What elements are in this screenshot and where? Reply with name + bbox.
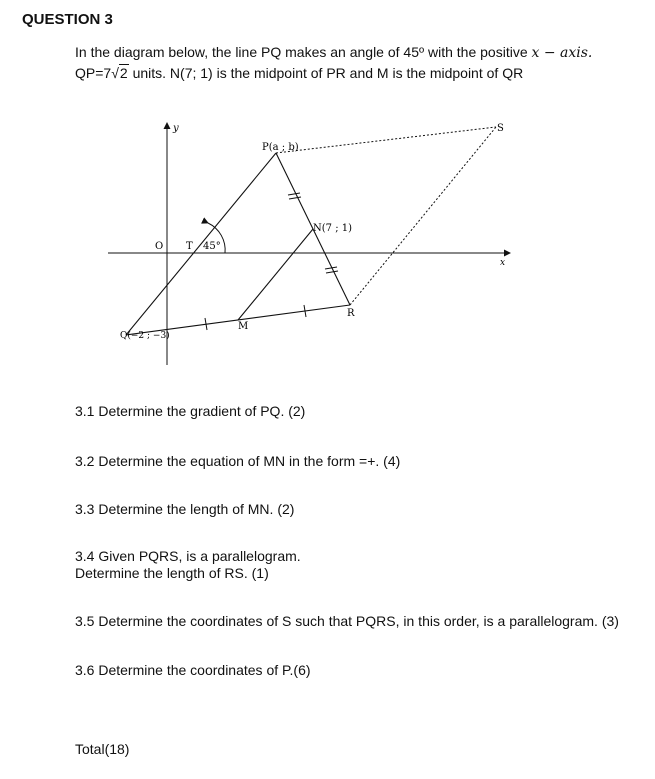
intro-line-2-text: units. N(7; 1) is the midpoint of PR and M is the midpoint of QR <box>128 65 524 81</box>
label-s: S <box>497 123 504 134</box>
question-3-4-line-2: Determine the length of RS. (1) <box>75 565 269 581</box>
intro-qp-length: QP=7 <box>75 65 112 81</box>
label-r: R <box>347 308 355 319</box>
question-3-2: 3.2 Determine the equation of MN in the form =+. (4) <box>75 453 401 469</box>
label-p: P(a ; b) <box>262 142 299 153</box>
tick-pn-2 <box>289 197 301 199</box>
geometry-diagram <box>100 115 520 370</box>
label-m: M <box>238 321 249 332</box>
intro-math-x-axis: x − axis. <box>531 45 593 61</box>
tick-nr-2 <box>326 271 338 273</box>
line-mn <box>238 229 313 320</box>
question-3-6: 3.6 Determine the coordinates of P.(6) <box>75 662 311 678</box>
label-x: x <box>500 258 506 268</box>
line-pq <box>126 153 276 335</box>
label-t: T <box>186 241 193 252</box>
sqrt-symbol: √2 <box>111 65 128 81</box>
question-3-5: 3.5 Determine the coordinates of S such that PQRS, in this order, is a parallelogram. (3) <box>75 613 619 629</box>
question-heading: QUESTION 3 <box>22 11 113 28</box>
line-rs-dotted <box>350 127 496 305</box>
question-3-1: 3.1 Determine the gradient of PQ. (2) <box>75 403 306 419</box>
question-intro <box>75 42 645 83</box>
question-3-4-line-1: 3.4 Given PQRS, is a parallelogram. <box>75 548 301 564</box>
tick-nr-1 <box>325 267 337 269</box>
label-angle: 45° <box>203 241 221 252</box>
question-3-4 <box>75 548 301 582</box>
line-ps-dotted <box>276 127 496 153</box>
intro-line-1-text: In the diagram below, the line PQ makes an angle of 45º with the positive <box>75 44 532 60</box>
question-3-3 <box>75 501 294 518</box>
label-y: y <box>173 123 179 134</box>
total-marks: Total(18) <box>75 741 130 757</box>
label-n: N(7 ; 1) <box>313 223 353 234</box>
intro-line-2 <box>75 63 645 83</box>
label-q: Q(−2 ; −3) <box>120 331 170 341</box>
label-o: O <box>155 241 164 252</box>
intro-line-1 <box>75 42 645 63</box>
tick-pn-1 <box>288 193 300 195</box>
sqrt-radicand: 2 <box>119 65 128 81</box>
question-3-3-text: 3.3 Determine the length of MN. (2) <box>75 501 295 517</box>
